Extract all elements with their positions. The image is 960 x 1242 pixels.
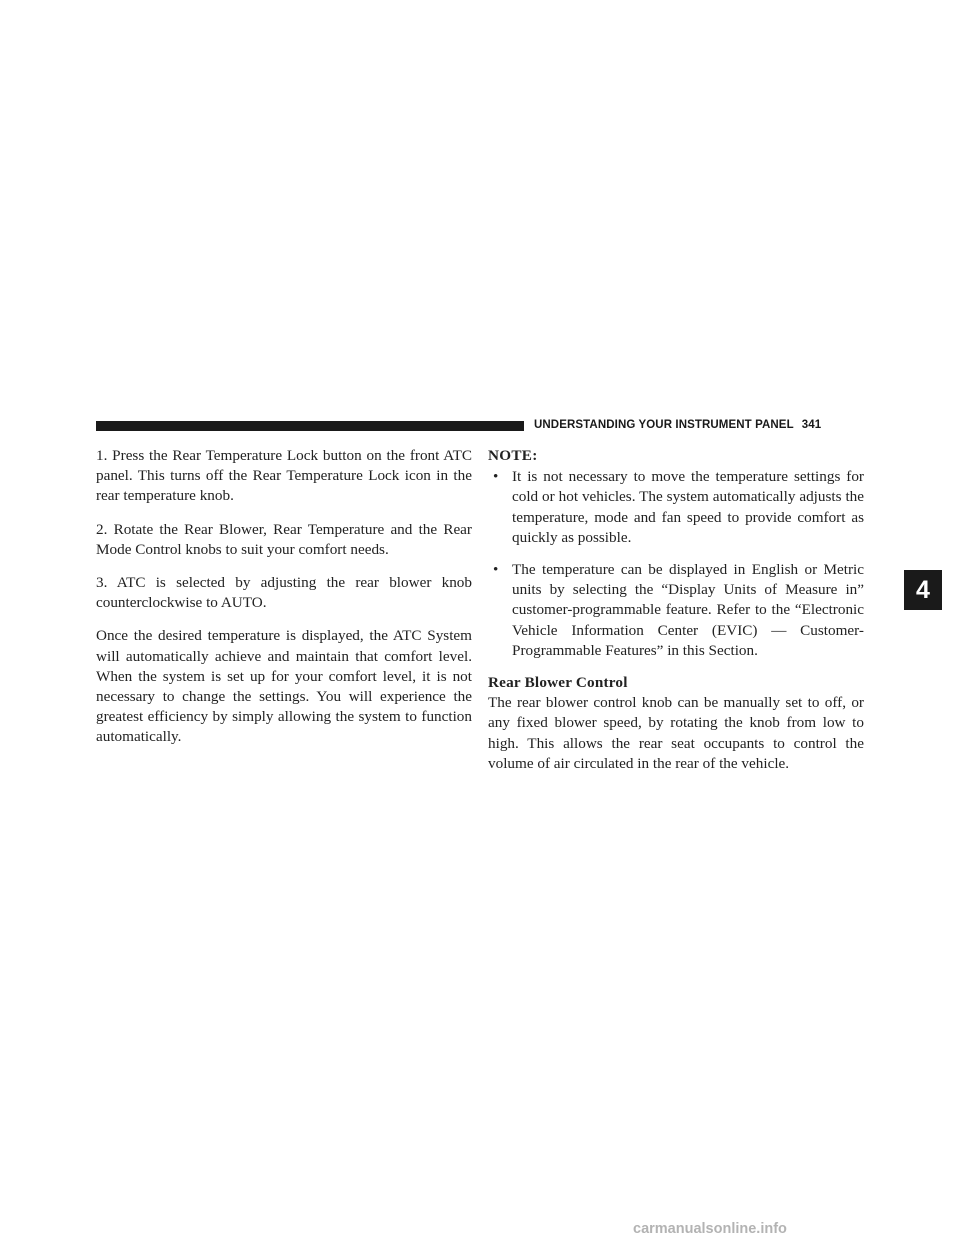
paragraph-step-1: 1. Press the Rear Temperature Lock button on the front ATC panel. This turns off the Rear Temperature Lock icon in the rear temperature knob. — [96, 447, 472, 505]
right-column — [488, 446, 864, 787]
section-body: The rear blower control knob can be manually set to off, or any fixed blower speed, by rotating the knob from low to high. This allows the rear seat occupants to control the volume of air circulated in the rear of the vehicle. — [488, 694, 864, 772]
header-rule — [96, 421, 524, 431]
paragraph-step-2: 2. Rotate the Rear Blower, Rear Temperature and the Rear Mode Control knobs to suit your comfort needs. — [96, 520, 472, 558]
bullet-icon: • — [493, 561, 499, 579]
header-title: UNDERSTANDING YOUR INSTRUMENT PANEL — [534, 419, 794, 431]
section-heading: Rear Blower Control — [488, 674, 628, 692]
note-item-text: It is not necessary to move the temperature settings for cold or hot vehicles. The system automatically adjusts the temperature, mode and fan speed to provide comfort as quickly as possible. — [512, 468, 864, 546]
note-item — [488, 467, 864, 548]
paragraph-summary: Once the desired temperature is displayed, the ATC System will automatically achieve and maintain that comfort level. When the system is set up for your comfort level, it is not necessary to change the settings. You will experience the greatest efficiency by simply allowing the system to function automatically. — [96, 627, 472, 746]
note-item — [488, 560, 864, 661]
running-header — [534, 419, 864, 431]
chapter-tab: 4 — [904, 570, 942, 610]
note-list — [488, 467, 864, 661]
paragraph-step-3: 3. ATC is selected by adjusting the rear blower knob counterclockwise to AUTO. — [96, 574, 472, 612]
note-heading: NOTE: — [488, 447, 538, 464]
watermark-text: carmanualsonline.info — [633, 1221, 787, 1237]
note-item-text: The temperature can be displayed in English or Metric units by selecting the “Display Units of Measure in” customer-programmable feature. Refer to the “Electronic Vehicle Information Center (EVIC) — Customer-Programmable Features” in this Section. — [512, 561, 864, 659]
bullet-icon: • — [493, 468, 499, 486]
left-column — [96, 446, 472, 761]
page-number: 341 — [801, 419, 822, 431]
